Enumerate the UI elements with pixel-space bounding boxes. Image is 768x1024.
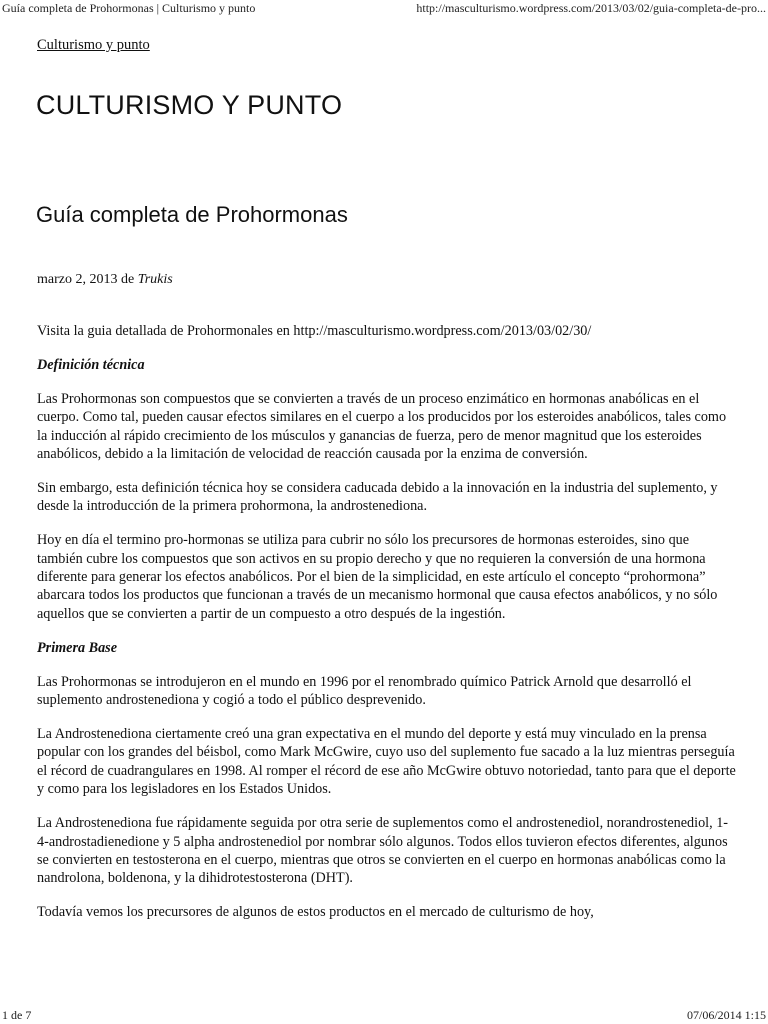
paragraph: Hoy en día el termino pro-hormonas se utiliza para cubrir no sólo los precursores de hormonas esteroides, sino que también cubre los compuestos que son activos en su propio derecho y que no requieren la conversión de una hormona diferente para generar los efectos anabólicos. Por el bien de la simplicidad, en este artículo el concepto “prohormona” abarcara todos los productos que funcionan a través de un mecanismo hormonal que causa efectos anabólicos, y no sólo aquellos que se convierten a partir de un compuesto a otro después de la ingestión. <box>37 532 718 622</box>
intro-paragraph: Visita la guia detallada de Prohormonales en http://masculturismo.wordpress.com/2013/03/02/30/ <box>37 323 592 339</box>
paragraph: La Androstenediona ciertamente creó una gran expectativa en el mundo del deporte y está muy vinculado en la prensa popular con los grandes del béisbol, como Mark McGwire, cuyo uso del suplemento fue sacado a la luz mientras perseguía el récord de cuadrangulares en 1998. Al romper el récord de ese año McGwire obtuvo notoriedad, tanto para que el deporte y como para los legisladores en los Estados Unidos. <box>37 726 736 798</box>
post-meta <box>37 272 173 288</box>
post-author: Trukis <box>137 272 173 287</box>
paragraph: Las Prohormonas se introdujeron en el mundo en 1996 por el renombrado químico Patrick Arnold que desarrolló el suplemento androstenediona y cogió a todo el público desprevenido. <box>37 673 692 709</box>
paragraph: La Androstenediona fue rápidamente seguida por otra serie de suplementos como el androstenediol, norandrostenediol, 1-4-androstadienedione y 5 alpha androstenediol por nombrar sólo algunos. Todos ellos tuvieron efectos diferentes, algunos se convierten en testosterona en el cuerpo, mientras que otros se convierten en el cuerpo en hormonas anabólicas como la nandrolona, boldenona, y la dihidrotestosterona (DHT). <box>37 815 729 887</box>
print-footer-page-number: 1 de 7 <box>2 1008 32 1022</box>
post-title: Guía completa de Prohormonas <box>36 202 348 227</box>
paragraph: Todavía vemos los precursores de algunos de estos productos en el mercado de culturismo de hoy, <box>37 904 594 921</box>
print-header <box>0 1 768 17</box>
post-content <box>37 322 737 937</box>
print-footer <box>0 1008 768 1024</box>
post-by-label: de <box>120 272 135 287</box>
section-heading-primera-base: Primera Base <box>37 639 117 656</box>
paragraph: Sin embargo, esta definición técnica hoy se considera caducada debido a la innovación en la industria del suplemento, y desde la introducción de la primera prohormona, la androstenediona. <box>37 479 718 515</box>
print-footer-datetime: 07/06/2014 1:15 <box>686 1008 766 1022</box>
print-header-page-title: Guía completa de Prohormonas | Culturismo y punto <box>2 1 256 15</box>
post-date: marzo 2, 2013 <box>37 272 118 287</box>
site-home-link[interactable]: Culturismo y punto <box>37 37 150 53</box>
section-heading-definicion: Definición técnica <box>37 356 145 373</box>
print-header-url: http://masculturismo.wordpress.com/2013/03/02/guia-completa-de-pro... <box>416 1 766 15</box>
paragraph: Las Prohormonas son compuestos que se convierten a través de un proceso enzimático en hormonas anabólicas en el cuerpo. Como tal, pueden causar efectos similares en el cuerpo a los producidos por los esteroides anabólicos, tales como la inducción al rápido crecimiento de los músculos y ganancias de fuerza, pero de menor magnitud que los esteroides anabólicos, debido a la limitación de velocidad de reacción causada por la enzima de conversión. <box>37 390 727 463</box>
site-title: CULTURISMO Y PUNTO <box>36 90 343 120</box>
